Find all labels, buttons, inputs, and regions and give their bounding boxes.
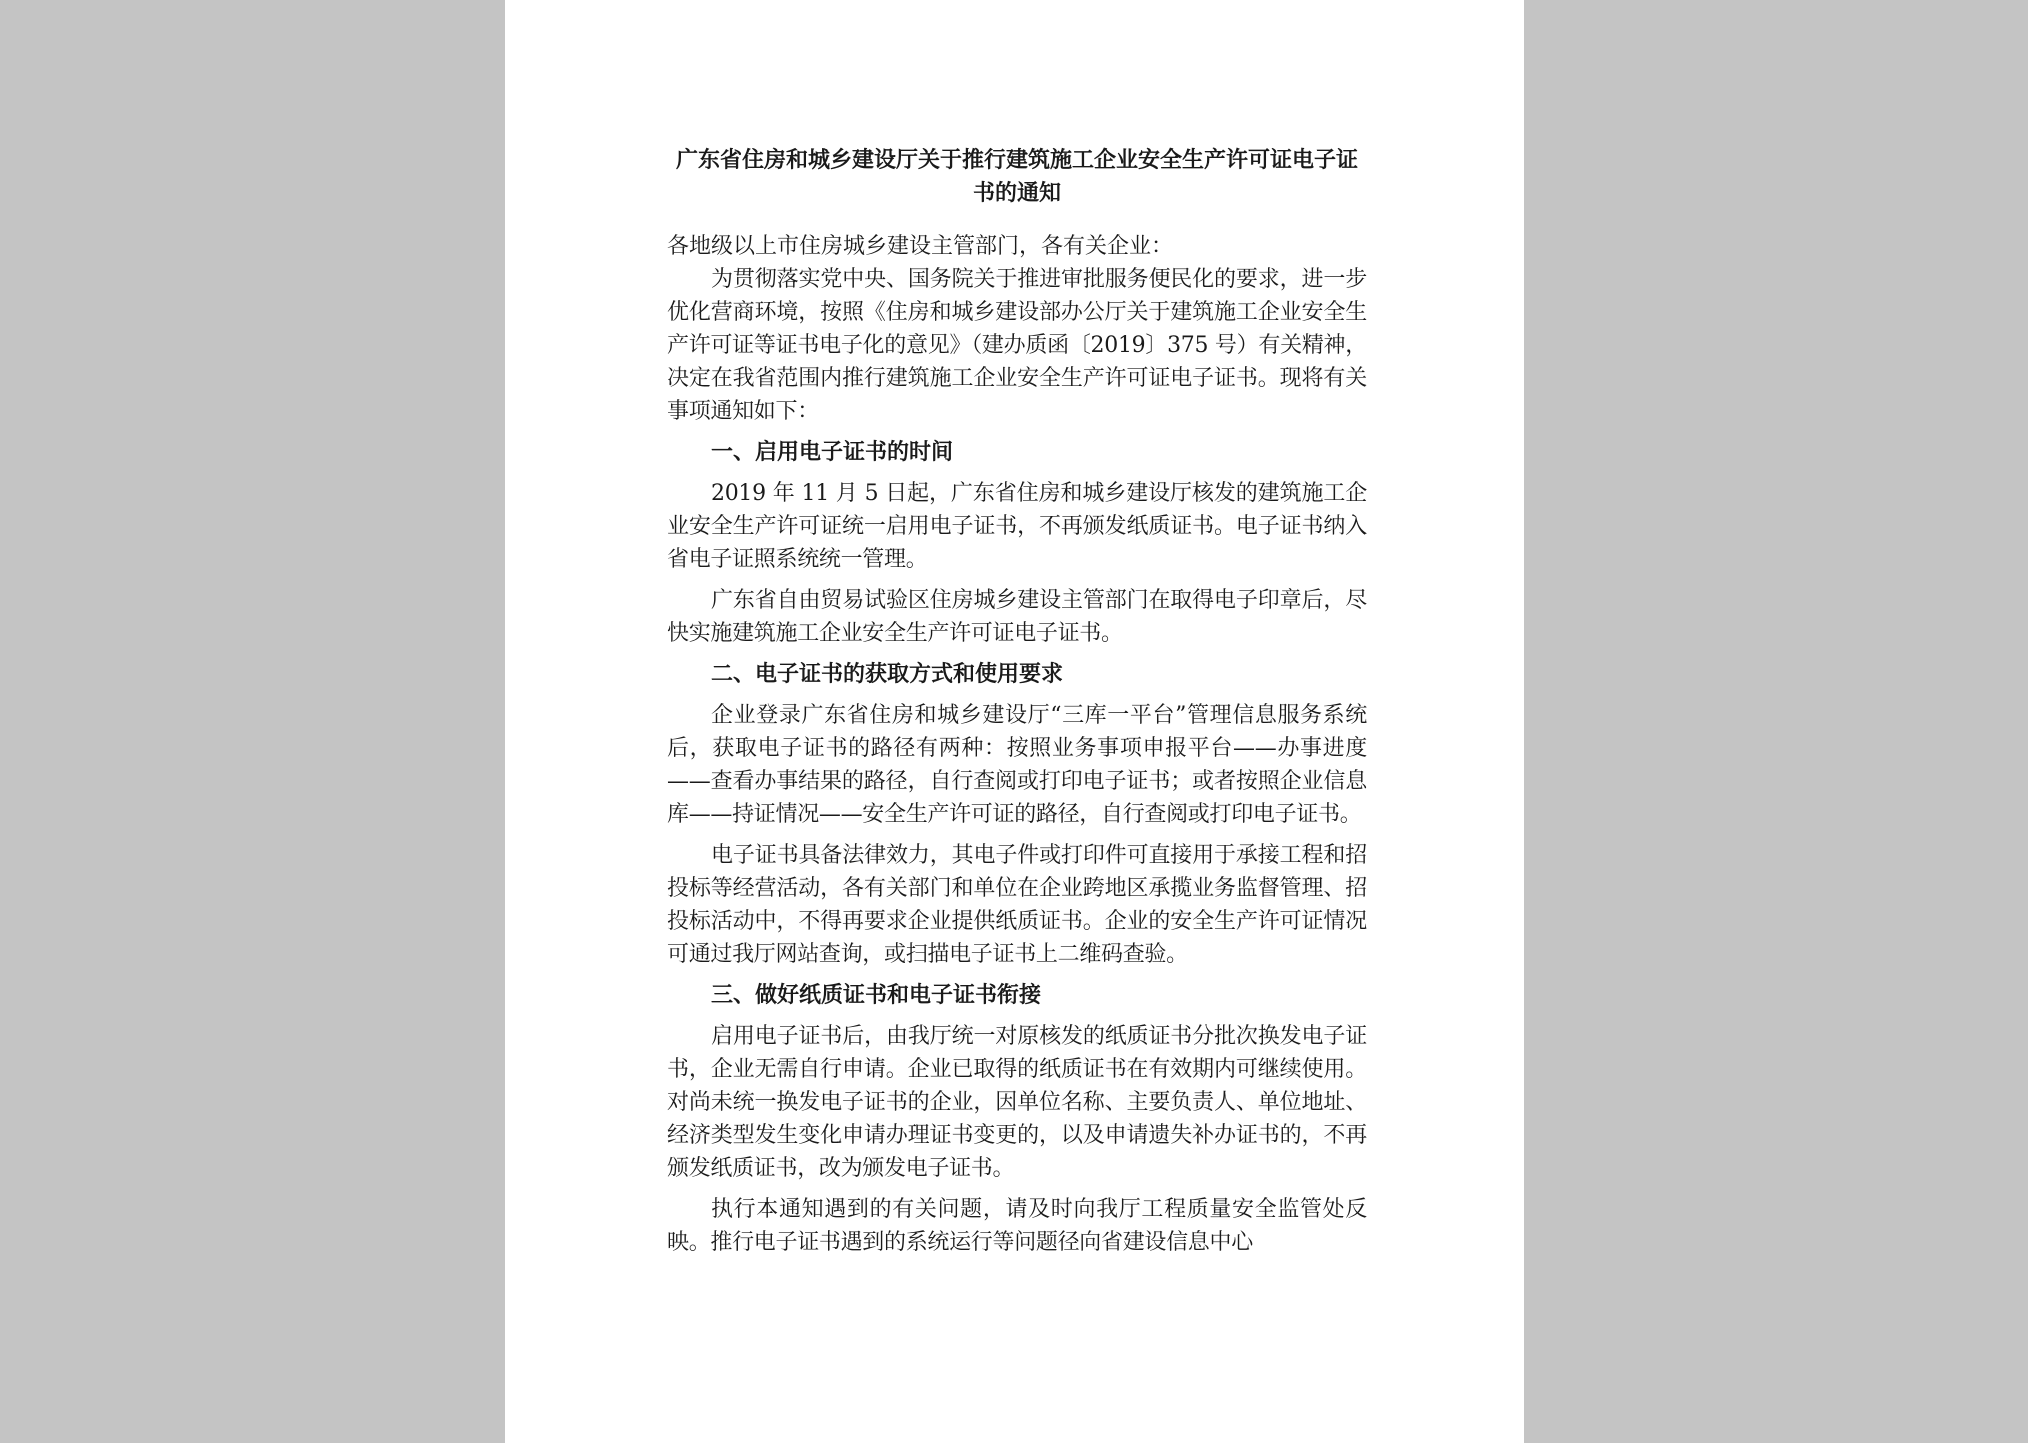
salutation: 各地级以上市住房城乡建设主管部门，各有关企业： (667, 234, 1174, 259)
section-2-paragraph-1: 企业登录广东省住房和城乡建设厅“三库一平台”管理信息服务系统后，获取电子证书的路径有两种：按照业务事项申报平台——办事进度——查看办事结果的路径，自行查阅或打印电子证书；或者按照企业信息库——持证情况——安全生产许可证的路径，自行查阅或打印电子证书。 (667, 703, 1367, 827)
document-content (667, 144, 1367, 1267)
section-3-paragraph-2: 执行本通知遇到的有关问题，请及时向我厅工程质量安全监管处反映。推行电子证书遇到的系统运行等问题径向省建设信息中心 (667, 1197, 1367, 1255)
section-3-paragraph-1: 启用电子证书后，由我厅统一对原核发的纸质证书分批次换发电子证书，企业无需自行申请。企业已取得的纸质证书在有效期内可继续使用。对尚未统一换发电子证书的企业，因单位名称、主要负责人、单位地址、经济类型发生变化申请办理证书变更的，以及申请遗失补办证书的，不再颁发纸质证书，改为颁发电子证书。 (667, 1024, 1367, 1181)
document-title: 广东省住房和城乡建设厅关于推行建筑施工企业安全生产许可证电子证书的通知 (675, 148, 1358, 206)
section-3-heading: 三、做好纸质证书和电子证书衔接 (711, 983, 1042, 1008)
section-1-paragraph-2: 广东省自由贸易试验区住房城乡建设主管部门在取得电子印章后，尽快实施建筑施工企业安全生产许可证电子证书。 (667, 588, 1367, 646)
section-2-heading: 二、电子证书的获取方式和使用要求 (711, 662, 1064, 687)
document-page (505, 0, 1524, 1443)
section-2-paragraph-2: 电子证书具备法律效力，其电子件或打印件可直接用于承接工程和招投标等经营活动，各有关部门和单位在企业跨地区承揽业务监督管理、招投标活动中，不得再要求企业提供纸质证书。企业的安全生产许可证情况可通过我厅网站查询，或扫描电子证书上二维码查验。 (667, 843, 1367, 967)
section-1-paragraph-1: 2019 年 11 月 5 日起，广东省住房和城乡建设厅核发的建筑施工企业安全生产许可证统一启用电子证书，不再颁发纸质证书。电子证书纳入省电子证照系统统一管理。 (667, 481, 1367, 572)
intro-paragraph: 为贯彻落实党中央、国务院关于推进审批服务便民化的要求，进一步优化营商环境，按照《住房和城乡建设部办公厅关于建筑施工企业安全生产许可证等证书电子化的意见》（建办质函〔2019〕375 号）有关精神，决定在我省范围内推行建筑施工企业安全生产许可证电子证书。现将有关事项通知如下： (667, 267, 1367, 424)
section-1-heading: 一、启用电子证书的时间 (711, 440, 954, 465)
